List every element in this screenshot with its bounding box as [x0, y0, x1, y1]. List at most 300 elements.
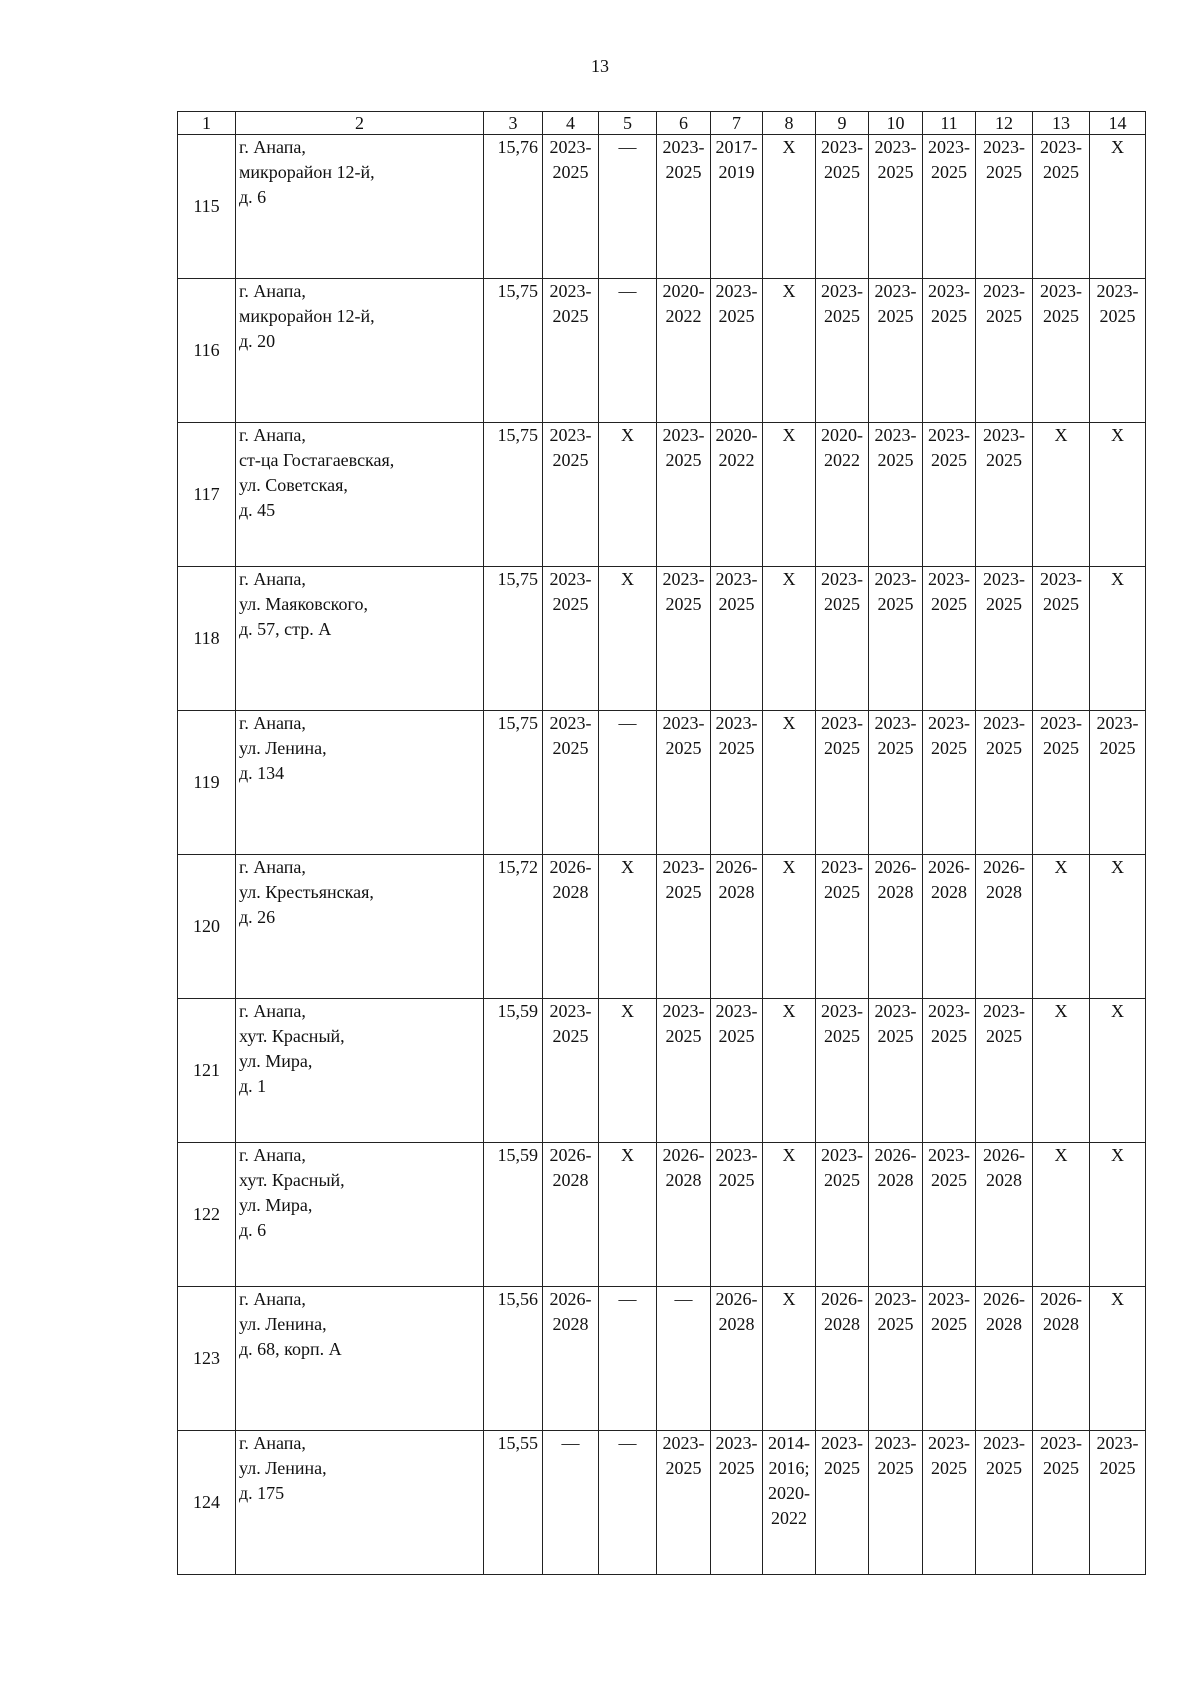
- period-cell-col-9: [816, 855, 869, 999]
- cell-line: 2025: [1099, 738, 1136, 758]
- table-row: [178, 711, 1146, 855]
- period-cell-col-5: [599, 1143, 657, 1287]
- cell-line: 2025: [986, 594, 1022, 614]
- cell-line: 2025: [1043, 1458, 1079, 1478]
- period-cell-col-13: [1033, 855, 1090, 999]
- cell-line: 2028: [986, 1314, 1022, 1334]
- cell-line: г. Анапа,: [239, 1001, 306, 1021]
- period-cell-col-9: [816, 999, 869, 1143]
- cell-line: 2025: [931, 594, 967, 614]
- cell-line: —: [674, 1289, 693, 1309]
- cell-line: 2025: [1043, 306, 1079, 326]
- cell-line: Х: [1111, 1145, 1124, 1165]
- cell-line: д. 6: [239, 1220, 267, 1240]
- period-cell-col-4: [543, 279, 599, 423]
- cell-line: 2026-: [715, 857, 758, 877]
- cell-line: 2025: [931, 1026, 967, 1046]
- cell-line: д. 175: [239, 1483, 285, 1503]
- cell-line: 2025: [1043, 594, 1079, 614]
- cell-line: д. 6: [239, 187, 267, 207]
- cell-line: 2023-: [715, 281, 758, 301]
- period-cell-col-4: [543, 1287, 599, 1431]
- column-header-9: 9: [816, 112, 869, 135]
- cell-line: 2025: [665, 162, 702, 182]
- table-body: [178, 135, 1146, 1575]
- cell-line: 2025: [1043, 738, 1079, 758]
- period-cell-col-7: [711, 999, 763, 1143]
- cell-line: 2023-: [1040, 1433, 1082, 1453]
- period-cell-col-11: [923, 279, 976, 423]
- period-cell-col-12: [976, 999, 1033, 1143]
- cell-line: 2025: [718, 594, 755, 614]
- cell-line: д. 134: [239, 763, 285, 783]
- cell-line: 2025: [718, 1026, 755, 1046]
- cell-line: 2026-: [549, 857, 592, 877]
- period-cell-col-7: [711, 567, 763, 711]
- cell-line: 2028: [552, 1314, 589, 1334]
- value-cell: 15,59: [484, 999, 543, 1143]
- period-cell-col-14: [1090, 1143, 1146, 1287]
- cell-line: 2025: [824, 1026, 860, 1046]
- cell-line: 2023-: [874, 281, 917, 301]
- cell-line: 2023-: [874, 1433, 917, 1453]
- period-cell-col-8: [763, 999, 816, 1143]
- period-cell-col-12: [976, 567, 1033, 711]
- cell-line: Х: [782, 281, 796, 301]
- cell-line: 2025: [665, 1026, 702, 1046]
- cell-line: 2023-: [928, 1145, 970, 1165]
- value-cell: 15,75: [484, 567, 543, 711]
- cell-line: г. Анапа,: [239, 1433, 306, 1453]
- cell-line: 2026-: [821, 1289, 863, 1309]
- cell-line: 2028: [931, 882, 967, 902]
- cell-line: 2025: [824, 1458, 860, 1478]
- cell-line: г. Анапа,: [239, 137, 306, 157]
- cell-line: Х: [621, 425, 634, 445]
- cell-line: 2025: [877, 1458, 914, 1478]
- period-cell-col-11: [923, 999, 976, 1143]
- cell-line: ул. Крестьянская,: [239, 882, 374, 902]
- period-cell-col-4: [543, 999, 599, 1143]
- cell-line: 2025: [986, 162, 1022, 182]
- cell-line: г. Анапа,: [239, 1289, 306, 1309]
- period-cell-col-4: [543, 711, 599, 855]
- cell-line: 2023-: [983, 1001, 1025, 1021]
- cell-line: 2025: [931, 1314, 967, 1334]
- cell-line: ул. Мира,: [239, 1051, 313, 1071]
- cell-line: 2025: [877, 594, 914, 614]
- cell-line: 2023-: [928, 713, 970, 733]
- period-cell-col-10: [869, 1287, 923, 1431]
- period-cell-col-13: [1033, 1431, 1090, 1575]
- cell-line: 2025: [665, 738, 702, 758]
- value-cell: 15,75: [484, 711, 543, 855]
- cell-line: 2025: [877, 450, 914, 470]
- period-cell-col-8: [763, 423, 816, 567]
- cell-line: 2026-: [549, 1289, 592, 1309]
- period-cell-col-11: [923, 423, 976, 567]
- cell-line: 2026-: [874, 1145, 917, 1165]
- cell-line: Х: [1111, 857, 1124, 877]
- cell-line: 2023-: [1040, 713, 1082, 733]
- row-number: 122: [178, 1143, 236, 1287]
- period-cell-col-10: [869, 423, 923, 567]
- period-cell-col-11: [923, 135, 976, 279]
- period-cell-col-13: [1033, 1143, 1090, 1287]
- cell-line: 2022: [824, 450, 860, 470]
- cell-line: 2026-: [662, 1145, 705, 1165]
- cell-line: 2022: [771, 1508, 807, 1528]
- period-cell-col-11: [923, 1431, 976, 1575]
- period-cell-col-7: [711, 711, 763, 855]
- address-cell: [236, 1143, 484, 1287]
- table-row: [178, 423, 1146, 567]
- cell-line: 2025: [552, 1026, 589, 1046]
- cell-line: 2025: [986, 738, 1022, 758]
- period-cell-col-5: [599, 999, 657, 1143]
- cell-line: д. 57, стр. А: [239, 619, 332, 639]
- cell-line: —: [561, 1433, 580, 1453]
- cell-line: 2023-: [1096, 713, 1139, 733]
- column-header-14: 14: [1090, 112, 1146, 135]
- cell-line: Х: [1054, 857, 1068, 877]
- table-row: [178, 999, 1146, 1143]
- period-cell-col-12: [976, 1143, 1033, 1287]
- period-cell-col-10: [869, 1143, 923, 1287]
- cell-line: 2025: [718, 738, 755, 758]
- period-cell-col-7: [711, 855, 763, 999]
- cell-line: 2023-: [549, 569, 592, 589]
- period-cell-col-8: [763, 567, 816, 711]
- page-number: 13: [591, 56, 609, 76]
- cell-line: 2016;: [768, 1458, 810, 1478]
- cell-line: Х: [782, 1001, 796, 1021]
- cell-line: хут. Красный,: [239, 1170, 345, 1190]
- cell-line: г. Анапа,: [239, 1145, 306, 1165]
- cell-line: Х: [782, 1145, 796, 1165]
- period-cell-col-5: [599, 423, 657, 567]
- column-header-7: 7: [711, 112, 763, 135]
- period-cell-col-5: [599, 1287, 657, 1431]
- row-number: 118: [178, 567, 236, 711]
- cell-line: 2025: [877, 738, 914, 758]
- period-cell-col-8: [763, 1143, 816, 1287]
- cell-line: 2026-: [1040, 1289, 1082, 1309]
- period-cell-col-5: [599, 135, 657, 279]
- cell-line: 2023-: [821, 1145, 863, 1165]
- cell-line: 2025: [986, 306, 1022, 326]
- cell-line: 2026-: [715, 1289, 758, 1309]
- cell-line: 2023-: [928, 1001, 970, 1021]
- column-header-4: 4: [543, 112, 599, 135]
- period-cell-col-4: [543, 423, 599, 567]
- cell-line: 2020-: [715, 425, 758, 445]
- period-cell-col-4: [543, 567, 599, 711]
- cell-line: 2025: [931, 1458, 967, 1478]
- period-cell-col-5: [599, 567, 657, 711]
- cell-line: 2026-: [928, 857, 970, 877]
- cell-line: 2023-: [928, 425, 970, 445]
- cell-line: 2025: [824, 738, 860, 758]
- cell-line: 2023-: [821, 569, 863, 589]
- period-cell-col-10: [869, 855, 923, 999]
- cell-line: 2023-: [662, 1001, 705, 1021]
- period-cell-col-9: [816, 1431, 869, 1575]
- column-header-13: 13: [1033, 112, 1090, 135]
- cell-line: микрорайон 12-й,: [239, 162, 375, 182]
- period-cell-col-11: [923, 855, 976, 999]
- period-cell-col-7: [711, 135, 763, 279]
- cell-line: 2025: [986, 450, 1022, 470]
- cell-line: 2025: [552, 162, 589, 182]
- column-header-2: 2: [236, 112, 484, 135]
- row-number: 124: [178, 1431, 236, 1575]
- cell-line: 2023-: [983, 713, 1025, 733]
- cell-line: 2023-: [1040, 137, 1082, 157]
- cell-line: ул. Маяковского,: [239, 594, 368, 614]
- cell-line: Х: [1111, 137, 1124, 157]
- period-cell-col-4: [543, 135, 599, 279]
- cell-line: 2028: [718, 882, 755, 902]
- cell-line: 2023-: [928, 569, 970, 589]
- cell-line: д. 45: [239, 500, 276, 520]
- period-cell-col-8: [763, 855, 816, 999]
- period-cell-col-12: [976, 1431, 1033, 1575]
- period-cell-col-9: [816, 279, 869, 423]
- cell-line: г. Анапа,: [239, 713, 306, 733]
- column-header-1: 1: [178, 112, 236, 135]
- period-cell-col-6: [657, 423, 711, 567]
- cell-line: 2025: [1099, 1458, 1136, 1478]
- row-number: 116: [178, 279, 236, 423]
- period-cell-col-6: [657, 135, 711, 279]
- address-cell: [236, 711, 484, 855]
- cell-line: ул. Ленина,: [239, 1314, 327, 1334]
- value-cell: 15,75: [484, 279, 543, 423]
- column-header-5: 5: [599, 112, 657, 135]
- column-header-12: 12: [976, 112, 1033, 135]
- cell-line: 2023-: [1096, 281, 1139, 301]
- cell-line: Х: [782, 569, 796, 589]
- table-row: [178, 855, 1146, 999]
- period-cell-col-9: [816, 1143, 869, 1287]
- column-header-3: 3: [484, 112, 543, 135]
- period-cell-col-7: [711, 1287, 763, 1431]
- period-cell-col-8: [763, 711, 816, 855]
- cell-line: 2019: [718, 162, 755, 182]
- address-cell: [236, 999, 484, 1143]
- cell-line: Х: [1111, 1001, 1124, 1021]
- cell-line: Х: [1054, 1001, 1068, 1021]
- cell-line: 2026-: [549, 1145, 592, 1165]
- cell-line: 2026-: [874, 857, 917, 877]
- value-cell: 15,75: [484, 423, 543, 567]
- column-header-6: 6: [657, 112, 711, 135]
- cell-line: —: [618, 281, 637, 301]
- period-cell-col-5: [599, 279, 657, 423]
- period-cell-col-4: [543, 1431, 599, 1575]
- cell-line: 2023-: [821, 1001, 863, 1021]
- table-row: [178, 1143, 1146, 1287]
- cell-line: 2025: [986, 1026, 1022, 1046]
- column-header-8: 8: [763, 112, 816, 135]
- period-cell-col-10: [869, 1431, 923, 1575]
- period-cell-col-13: [1033, 1287, 1090, 1431]
- period-cell-col-10: [869, 999, 923, 1143]
- cell-line: 2023-: [821, 137, 863, 157]
- cell-line: 2028: [986, 1170, 1022, 1190]
- cell-line: 2025: [931, 738, 967, 758]
- period-cell-col-9: [816, 1287, 869, 1431]
- period-cell-col-7: [711, 423, 763, 567]
- column-number-row: [178, 112, 1146, 135]
- cell-line: 2023-: [928, 1433, 970, 1453]
- cell-line: 2023-: [874, 425, 917, 445]
- period-cell-col-7: [711, 1431, 763, 1575]
- cell-line: 2025: [824, 162, 860, 182]
- cell-line: ул. Ленина,: [239, 738, 327, 758]
- period-cell-col-12: [976, 1287, 1033, 1431]
- cell-line: 2025: [824, 306, 860, 326]
- cell-line: хут. Красный,: [239, 1026, 345, 1046]
- table-row: [178, 1287, 1146, 1431]
- period-cell-col-10: [869, 279, 923, 423]
- period-cell-col-13: [1033, 279, 1090, 423]
- cell-line: 2023-: [662, 1433, 705, 1453]
- cell-line: Х: [782, 425, 796, 445]
- period-cell-col-7: [711, 1143, 763, 1287]
- cell-line: 2026-: [983, 1145, 1025, 1165]
- period-cell-col-10: [869, 711, 923, 855]
- cell-line: 2025: [824, 882, 860, 902]
- cell-line: Х: [782, 713, 796, 733]
- cell-line: 2023-: [874, 713, 917, 733]
- cell-line: 2023-: [821, 1433, 863, 1453]
- cell-line: 2023-: [715, 1433, 758, 1453]
- cell-line: 2023-: [1040, 569, 1082, 589]
- cell-line: 2023-: [928, 137, 970, 157]
- period-cell-col-6: [657, 1287, 711, 1431]
- column-header-10: 10: [869, 112, 923, 135]
- cell-line: д. 1: [239, 1076, 267, 1096]
- cell-line: 2025: [552, 594, 589, 614]
- cell-line: 2023-: [983, 137, 1025, 157]
- cell-line: 2028: [877, 882, 914, 902]
- cell-line: —: [618, 1289, 637, 1309]
- row-number: 123: [178, 1287, 236, 1431]
- cell-line: 2023-: [662, 857, 705, 877]
- period-cell-col-10: [869, 135, 923, 279]
- cell-line: 2022: [718, 450, 755, 470]
- period-cell-col-11: [923, 1287, 976, 1431]
- period-cell-col-13: [1033, 567, 1090, 711]
- cell-line: 2028: [877, 1170, 914, 1190]
- address-cell: [236, 279, 484, 423]
- period-cell-col-9: [816, 567, 869, 711]
- cell-line: 2028: [718, 1314, 755, 1334]
- cell-line: 2025: [718, 1170, 755, 1190]
- cell-line: ст-ца Гостагаевская,: [239, 450, 395, 470]
- cell-line: 2025: [824, 1170, 860, 1190]
- period-cell-col-13: [1033, 423, 1090, 567]
- cell-line: Х: [1111, 1289, 1124, 1309]
- cell-line: —: [618, 1433, 637, 1453]
- cell-line: 2028: [552, 882, 589, 902]
- cell-line: 2025: [877, 306, 914, 326]
- table-header: [178, 112, 1146, 135]
- period-cell-col-8: [763, 1431, 816, 1575]
- cell-line: 2025: [552, 306, 589, 326]
- column-header-11: 11: [923, 112, 976, 135]
- cell-line: 2026-: [983, 857, 1025, 877]
- cell-line: 2025: [552, 450, 589, 470]
- table-row: [178, 567, 1146, 711]
- cell-line: 2025: [718, 1458, 755, 1478]
- row-number: 115: [178, 135, 236, 279]
- period-cell-col-6: [657, 1431, 711, 1575]
- period-cell-col-9: [816, 135, 869, 279]
- period-cell-col-14: [1090, 999, 1146, 1143]
- period-cell-col-14: [1090, 279, 1146, 423]
- cell-line: Х: [1054, 425, 1068, 445]
- cell-line: 2017-: [715, 137, 758, 157]
- period-cell-col-14: [1090, 855, 1146, 999]
- table-row: [178, 1431, 1146, 1575]
- cell-line: г. Анапа,: [239, 857, 306, 877]
- cell-line: —: [618, 137, 637, 157]
- cell-line: 2023-: [662, 569, 705, 589]
- cell-line: ул. Ленина,: [239, 1458, 327, 1478]
- cell-line: 2023-: [549, 281, 592, 301]
- cell-line: 2025: [877, 162, 914, 182]
- cell-line: 2025: [665, 594, 702, 614]
- cell-line: 2023-: [715, 1145, 758, 1165]
- cell-line: 2028: [986, 882, 1022, 902]
- cell-line: 2025: [665, 450, 702, 470]
- cell-line: 2025: [877, 1314, 914, 1334]
- cell-line: 2023-: [928, 1289, 970, 1309]
- period-cell-col-12: [976, 711, 1033, 855]
- value-cell: 15,56: [484, 1287, 543, 1431]
- cell-line: 2023-: [821, 857, 863, 877]
- period-cell-col-11: [923, 1143, 976, 1287]
- cell-line: 2023-: [1096, 1433, 1139, 1453]
- cell-line: Х: [782, 1289, 796, 1309]
- cell-line: 2023-: [715, 569, 758, 589]
- row-number: 117: [178, 423, 236, 567]
- cell-line: 2028: [1043, 1314, 1079, 1334]
- cell-line: 2025: [931, 306, 967, 326]
- cell-line: 2025: [1099, 306, 1136, 326]
- cell-line: ул. Советская,: [239, 475, 348, 495]
- table-row: [178, 279, 1146, 423]
- cell-line: г. Анапа,: [239, 425, 306, 445]
- period-cell-col-11: [923, 567, 976, 711]
- period-cell-col-5: [599, 1431, 657, 1575]
- period-cell-col-6: [657, 567, 711, 711]
- period-cell-col-14: [1090, 1431, 1146, 1575]
- cell-line: 2025: [986, 1458, 1022, 1478]
- period-cell-col-11: [923, 711, 976, 855]
- cell-line: 2025: [552, 738, 589, 758]
- cell-line: Х: [621, 857, 634, 877]
- value-cell: 15,76: [484, 135, 543, 279]
- cell-line: —: [618, 713, 637, 733]
- cell-line: 2028: [824, 1314, 860, 1334]
- cell-line: 2023-: [821, 713, 863, 733]
- period-cell-col-5: [599, 855, 657, 999]
- row-number: 119: [178, 711, 236, 855]
